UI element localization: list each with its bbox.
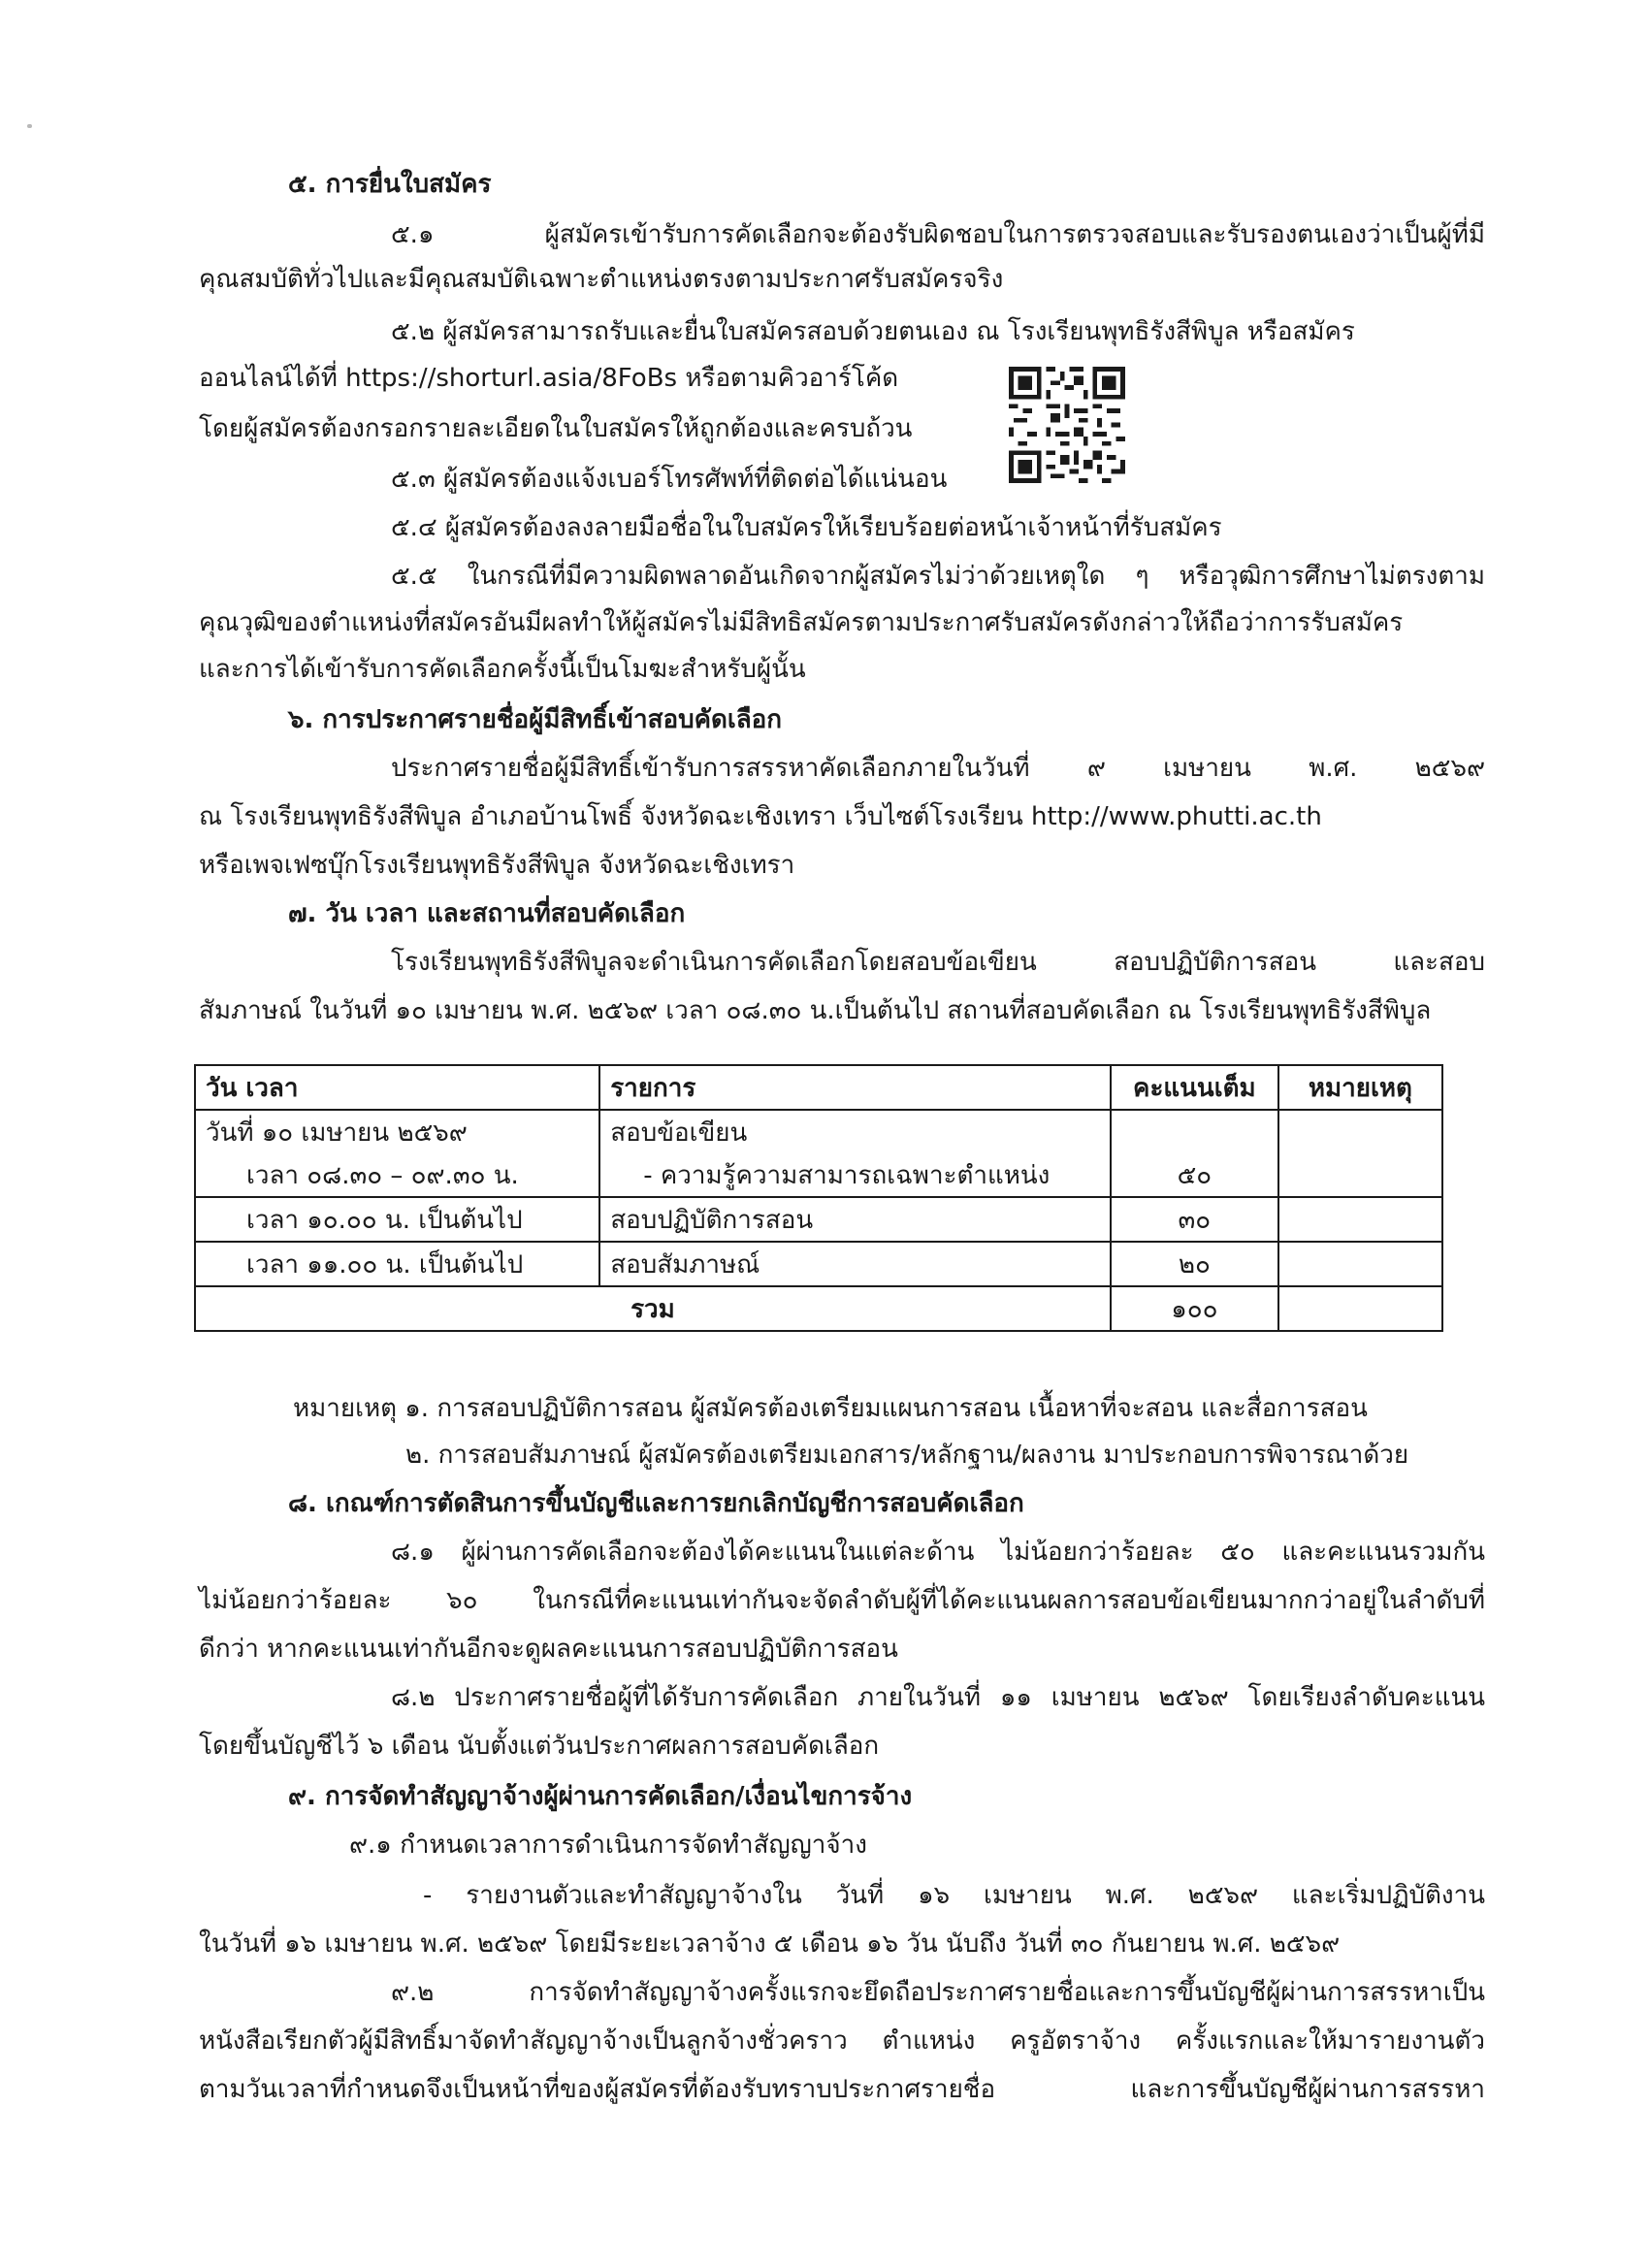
para-5-5-line2: คุณวุฒิของตำแหน่งที่สมัครอันมีผลทำให้ผู้สมัครไม่มีสิทธิสมัครตามประกาศรับสมัครดังกล่าวให้ถือว่าการรับสมัคร (199, 608, 1404, 637)
para-9-2-line3: ตามวันเวลาที่กำหนดจึงเป็นหน้าที่ของผู้สมัครที่ต้องรับทราบประกาศรายชื่อ และการขึ้นบัญชีผู้ผ่านการสรรหา (199, 2075, 1485, 2104)
header-full-score: คะแนนเต็ม (1111, 1065, 1278, 1110)
table-row (195, 1110, 1442, 1153)
cell-teaching-practice: สอบปฏิบัติการสอน (599, 1197, 1111, 1242)
cell-date: วันที่ ๑๐ เมษายน ๒๕๖๙ (195, 1110, 599, 1153)
cell-empty (1278, 1110, 1442, 1153)
cell-written-exam: สอบข้อเขียน (599, 1110, 1111, 1153)
section-6-line3: หรือเพจเฟซบุ๊กโรงเรียนพุทธิรังสีพิบูล จังหวัดฉะเชิงเทรา (199, 851, 795, 880)
section-9-title: ๙. การจัดทำสัญญาจ้างผู้ผ่านการคัดเลือก/เงื่อนไขการจ้าง (288, 1782, 913, 1811)
section-8-title: ๘. เกณฑ์การตัดสินการขึ้นบัญชีและการยกเลิกบัญชีการสอบคัดเลือก (288, 1489, 1024, 1518)
para-8-1-line2: ไม่น้อยกว่าร้อยละ ๖๐ ในกรณีที่คะแนนเท่ากันจะจัดลำดับผู้ที่ได้คะแนนผลการสอบข้อเขียนมากกว่าอยู่ในลำดับที่ (199, 1586, 1485, 1615)
section-7-line2: สัมภาษณ์ ในวันที่ ๑๐ เมษายน พ.ศ. ๒๕๖๙ เวลา ๐๘.๓๐ น.เป็นต้นไป สถานที่สอบคัดเลือก ณ โรงเรียนพุทธิรังสีพิบูล (199, 996, 1432, 1025)
cell-empty (1278, 1286, 1442, 1331)
para-8-2-line2: โดยขึ้นบัญชีไว้ ๖ เดือน นับตั้งแต่วันประกาศผลการสอบคัดเลือก (199, 1732, 880, 1761)
section-6-line1: ประกาศรายชื่อผู้มีสิทธิ์เข้ารับการสรรหาคัดเลือกภายในวันที่ ๙ เมษายน พ.ศ. ๒๕๖๙ (391, 754, 1485, 783)
header-date-time: วัน เวลา (195, 1065, 599, 1110)
note-1: หมายเหตุ ๑. การสอบปฏิบัติการสอน ผู้สมัครต้องเตรียมแผนการสอน เนื้อหาที่จะสอน และสื่อการสอน (293, 1394, 1368, 1423)
para-9-1-bullet-line1: - รายงานตัวและทำสัญญาจ้างใน วันที่ ๑๖ เมษายน พ.ศ. ๒๕๖๙ และเริ่มปฏิบัติงาน (423, 1881, 1485, 1910)
section-5-title: ๕. การยื่นใบสมัคร (288, 170, 492, 199)
para-5-2-line1: ๕.๒ ผู้สมัครสามารถรับและยื่นใบสมัครสอบด้วยตนเอง ณ โรงเรียนพุทธิรังสีพิบูล หรือสมัคร (391, 317, 1355, 346)
table-row (195, 1197, 1442, 1242)
cell-empty (1278, 1197, 1442, 1242)
para-9-1-bullet-line2: ในวันที่ ๑๖ เมษายน พ.ศ. ๒๕๖๙ โดยมีระยะเวลาจ้าง ๕ เดือน ๑๖ วัน นับถึง วันที่ ๓๐ กันยายน พ.ศ. ๒๕๖๙ (199, 1929, 1341, 1959)
para-9-1: ๙.๑ กำหนดเวลาการดำเนินการจัดทำสัญญาจ้าง (349, 1831, 867, 1860)
para-5-3: ๕.๓ ผู้สมัครต้องแจ้งเบอร์โทรศัพท์ที่ติดต่อได้แน่นอน (391, 465, 948, 494)
table-total-row (195, 1286, 1442, 1331)
para-9-2-line2: หนังสือเรียกตัวผู้มีสิทธิ์มาจัดทำสัญญาจ้างเป็นลูกจ้างชั่วคราว ตำแหน่ง ครูอัตราจ้าง ครั้งแรกและให้มารายงานตัว (199, 2026, 1485, 2056)
cell-empty (1278, 1242, 1442, 1286)
table-header-row (195, 1065, 1442, 1110)
cell-total-label: รวม (195, 1286, 1111, 1331)
cell-time-interview: เวลา ๑๑.๐๐ น. เป็นต้นไป (195, 1242, 599, 1286)
qr-code-icon (1009, 367, 1125, 483)
section-6-title: ๖. การประกาศรายชื่อผู้มีสิทธิ์เข้าสอบคัดเลือก (288, 705, 783, 734)
section-7-line1: โรงเรียนพุทธิรังสีพิบูลจะดำเนินการคัดเลือกโดยสอบข้อเขียน สอบปฏิบัติการสอน และสอบ (391, 948, 1485, 977)
scan-speck (27, 124, 32, 128)
cell-score-teaching: ๓๐ (1111, 1197, 1278, 1242)
cell-score-written: ๕๐ (1111, 1153, 1278, 1197)
cell-score-interview: ๒๐ (1111, 1242, 1278, 1286)
para-5-5-line3: และการได้เข้ารับการคัดเลือกครั้งนี้เป็นโมฆะสำหรับผู้นั้น (199, 655, 806, 684)
cell-time-written: เวลา ๐๘.๓๐ – ๐๙.๓๐ น. (195, 1153, 599, 1197)
cell-empty (1111, 1110, 1278, 1153)
para-5-2-line3: โดยผู้สมัครต้องกรอกรายละเอียดในใบสมัครให้ถูกต้องและครบถ้วน (199, 414, 913, 443)
table-row (195, 1153, 1442, 1197)
section-7-title: ๗. วัน เวลา และสถานที่สอบคัดเลือก (288, 899, 686, 928)
para-5-5-line1: ๕.๕ ในกรณีที่มีความผิดพลาดอันเกิดจากผู้สมัครไม่ว่าด้วยเหตุใด ๆ หรือวุฒิการศึกษาไม่ตรงตาม (391, 562, 1485, 591)
para-8-2-line1: ๘.๒ ประกาศรายชื่อผู้ที่ได้รับการคัดเลือก ภายในวันที่ ๑๑ เมษายน ๒๕๖๙ โดยเรียงลำดับคะแนน (391, 1683, 1485, 1712)
cell-specific-knowledge: - ความรู้ความสามารถเฉพาะตำแหน่ง (599, 1153, 1111, 1197)
para-5-1-line1: ๕.๑ ผู้สมัครเข้ารับการคัดเลือกจะต้องรับผิดชอบในการตรวจสอบและรับรองตนเองว่าเป็นผู้ที่มี (391, 220, 1485, 249)
cell-time-teaching: เวลา ๑๐.๐๐ น. เป็นต้นไป (195, 1197, 599, 1242)
para-8-1-line1: ๘.๑ ผู้ผ่านการคัดเลือกจะต้องได้คะแนนในแต่ละด้าน ไม่น้อยกว่าร้อยละ ๕๐ และคะแนนรวมกัน (391, 1538, 1485, 1567)
header-item: รายการ (599, 1065, 1111, 1110)
table-row (195, 1242, 1442, 1286)
header-remark: หมายเหตุ (1278, 1065, 1442, 1110)
cell-interview: สอบสัมภาษณ์ (599, 1242, 1111, 1286)
section-6-line2: ณ โรงเรียนพุทธิรังสีพิบูล อำเภอบ้านโพธิ์ จังหวัดฉะเชิงเทรา เว็บไซต์โรงเรียน http://www.phutti.ac.th (199, 802, 1322, 831)
exam-schedule-table (194, 1064, 1443, 1332)
para-5-2-line2: ออนไลน์ได้ที่ https://shorturl.asia/8FoBs หรือตามคิวอาร์โค้ด (199, 364, 899, 393)
cell-empty (1278, 1153, 1442, 1197)
para-9-2-line1: ๙.๒ การจัดทำสัญญาจ้างครั้งแรกจะยึดถือประกาศรายชื่อและการขึ้นบัญชีผู้ผ่านการสรรหาเป็น (391, 1978, 1485, 2007)
note-2: ๒. การสอบสัมภาษณ์ ผู้สมัครต้องเตรียมเอกสาร/หลักฐาน/ผลงาน มาประกอบการพิจารณาด้วย (405, 1441, 1409, 1470)
cell-total-value: ๑๐๐ (1111, 1286, 1278, 1331)
para-5-1-line2: คุณสมบัติทั่วไปและมีคุณสมบัติเฉพาะตำแหน่งตรงตามประกาศรับสมัครจริง (199, 265, 1004, 294)
para-5-4: ๕.๔ ผู้สมัครต้องลงลายมือชื่อในใบสมัครให้เรียบร้อยต่อหน้าเจ้าหน้าที่รับสมัคร (391, 513, 1222, 542)
para-8-1-line3: ดีกว่า หากคะแนนเท่ากันอีกจะดูผลคะแนนการสอบปฏิบัติการสอน (199, 1635, 898, 1664)
